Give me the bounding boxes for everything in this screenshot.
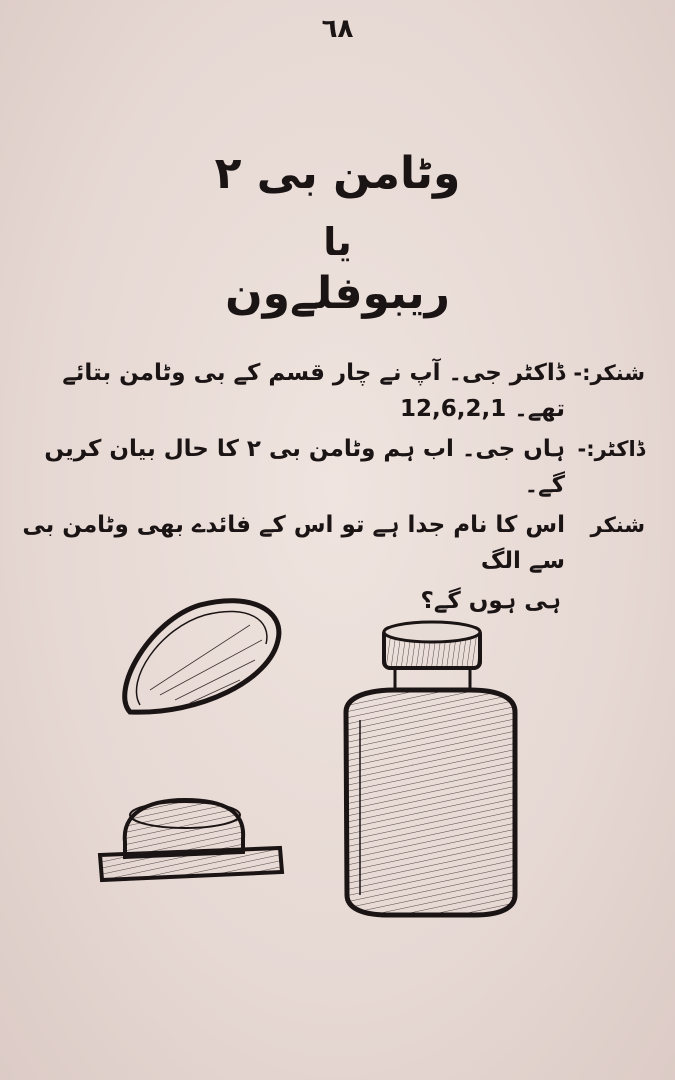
bottle-drawing: [346, 622, 515, 915]
dialogue-continuation: ہی ہوں گے؟: [420, 588, 561, 614]
speaker-label: شنکر: [590, 513, 645, 537]
vitamin-numbers: 12,6,2,1: [399, 396, 507, 422]
chapter-title: وٹامن بی ۲: [214, 148, 461, 199]
dialogue-text: ہاں جی۔ اب ہم وٹامن بی ۲ کا حال بیان کریں گے۔: [44, 436, 565, 498]
dialogue-text-body: ڈاکٹر جی۔ آپ نے چار قسم کے بی وٹامن بتائے تھے۔: [62, 360, 565, 422]
butter-dish-drawing: [100, 800, 282, 880]
dialogue-text: اس کا نام جدا ہے تو اس کے فائدے بھی وٹامن بی سے الگ: [22, 512, 565, 574]
page-number: ٦٨: [321, 14, 354, 44]
almond-drawing: [125, 601, 279, 712]
chapter-title-connector: یا: [323, 220, 352, 264]
chapter-subtitle: ریبوفلےون: [225, 268, 450, 319]
speaker-label: شنکر:-: [573, 361, 645, 385]
speaker-label: ڈاکٹر:-: [577, 437, 645, 461]
